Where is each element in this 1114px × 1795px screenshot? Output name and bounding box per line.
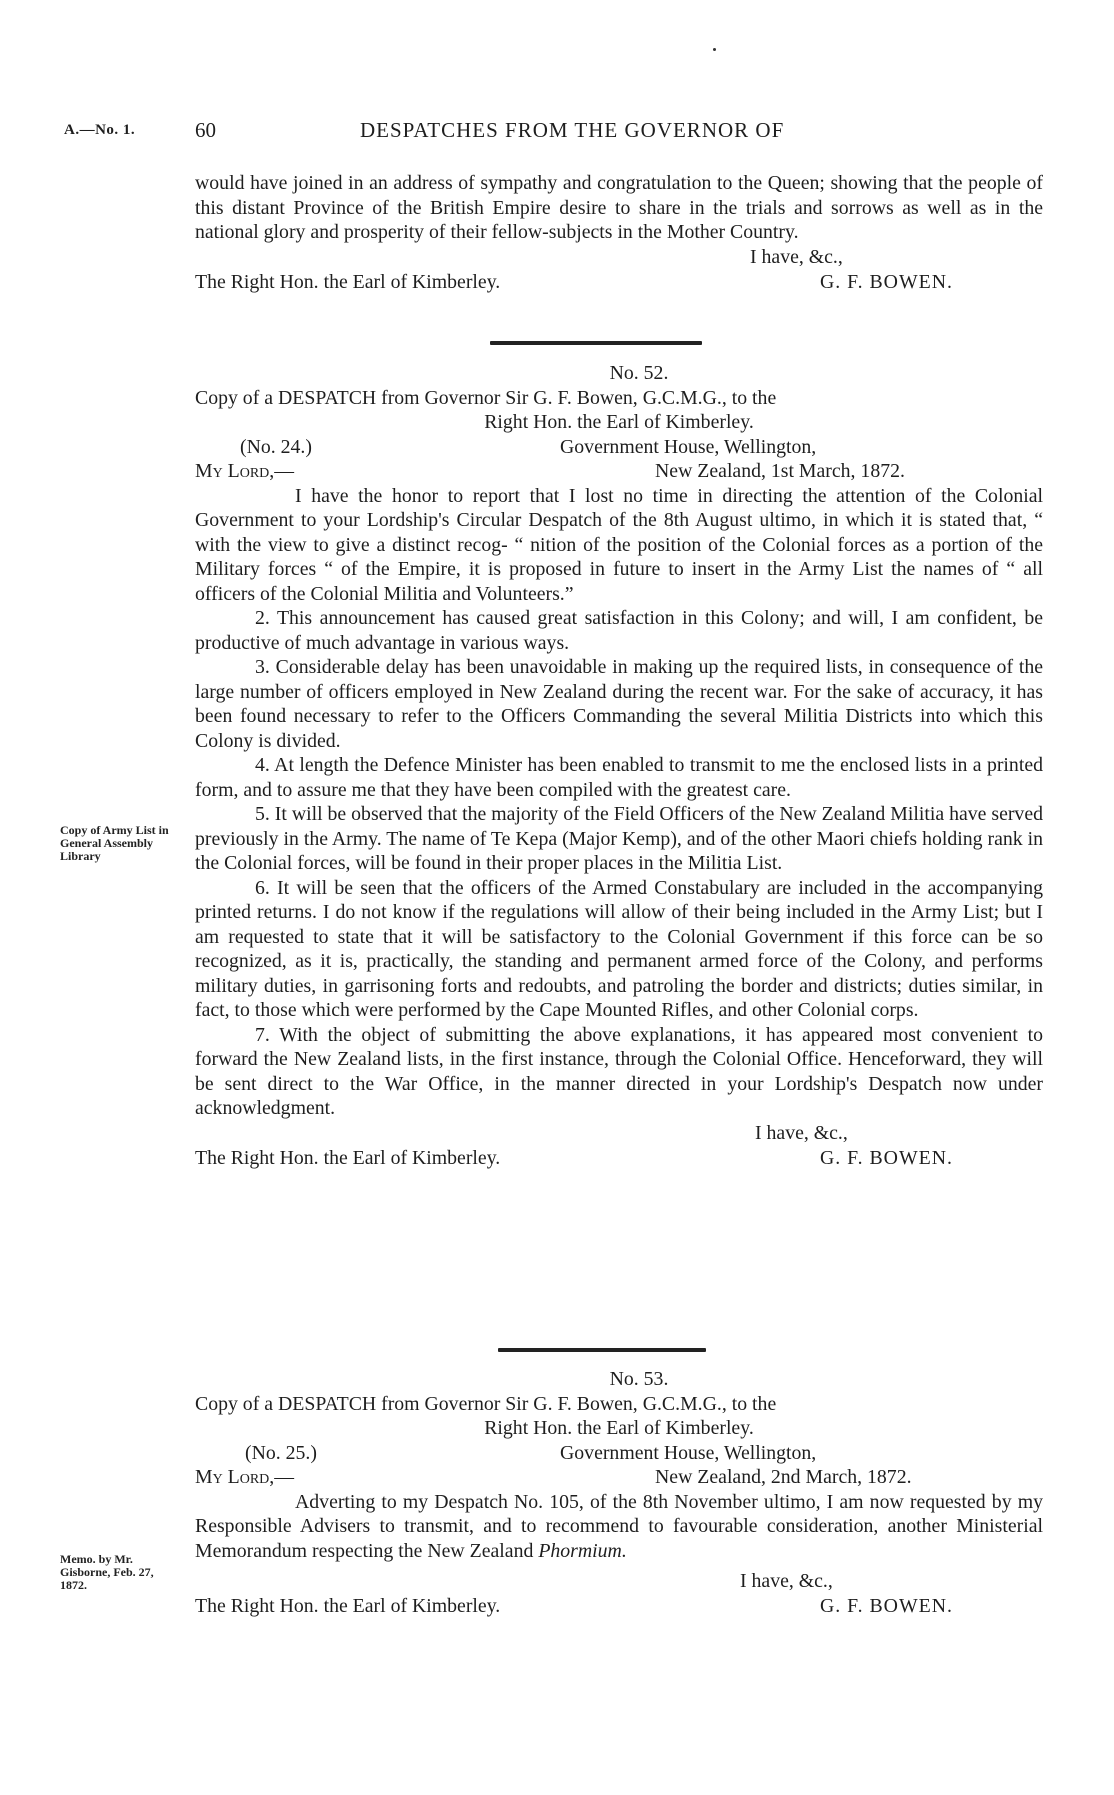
- despatch-52-address-row: [195, 435, 1043, 460]
- despatch-53-address-row: [195, 1441, 1043, 1466]
- despatch-52-date-row: [195, 459, 1043, 484]
- despatch-52-heading-2: Right Hon. the Earl of Kimberley.: [484, 411, 754, 433]
- despatch-52-addressee: The Right Hon. the Earl of Kimberley.: [195, 1146, 501, 1169]
- intro-closing: I have, &c.,: [750, 245, 843, 268]
- despatch-53-signature: G. F. BOWEN.: [820, 1595, 953, 1617]
- despatch-52: [195, 361, 1043, 1173]
- intro-signature: G. F. BOWEN.: [820, 270, 953, 293]
- despatch-52-ref: (No. 24.): [240, 435, 312, 458]
- despatch-52-salutation: My Lord,—: [195, 460, 295, 482]
- despatch-52-number: No. 52.: [609, 362, 669, 384]
- intro-paragraph: would have joined in an address of sympathy and congratulation to the Queen; showing that the people of this distant Province of the British Empire desire to share in the trials and sorrows as well as in the national glory and prosperity of their fellow-subjects in the Mother Country.: [195, 172, 1043, 243]
- page-number: 60: [195, 118, 216, 142]
- margin-note-memo: Memo. by Mr. Gisborne, Feb. 27, 1872.: [60, 1552, 154, 1592]
- despatch-53-salutation: My Lord,—: [195, 1466, 295, 1488]
- despatch-53-ref: (No. 25.): [245, 1441, 317, 1464]
- despatch-53-addressee: The Right Hon. the Earl of Kimberley.: [195, 1595, 501, 1617]
- document-reference: A.—No. 1.: [64, 122, 136, 138]
- intro-section: [195, 171, 1043, 297]
- intro-closing-line: [195, 245, 1043, 270]
- despatch-52-paragraph-4: 4. At length the Defence Minister has been enabled to transmit to me the enclosed lists in a printed form, and to assure me that they have been compiled with the greatest care.: [195, 754, 1043, 801]
- despatch-52-paragraph-7: 7. With the object of submitting the above explanations, it has appeared most convenient to forward the New Zealand lists, in the first instance, through the Colonial Office. Henceforward, they will be sent direct to the War Office, in the manner directed in your Lordship's Despatch now under acknowledgment.: [195, 1023, 1043, 1119]
- despatch-53-sign-row: [195, 1594, 1043, 1621]
- section-divider-2: [498, 1348, 706, 1352]
- despatch-53-paragraph-italic: Phormium.: [538, 1539, 627, 1562]
- despatch-52-signature: G. F. BOWEN.: [820, 1146, 953, 1169]
- despatch-52-paragraph-2: 2. This announcement has caused great satisfaction in this Colony; and will, I am confident, be productive of much advantage in various ways.: [195, 607, 1043, 654]
- section-divider-1: [490, 341, 702, 345]
- running-title: DESPATCHES FROM THE GOVERNOR OF: [360, 118, 785, 142]
- despatch-53: [195, 1367, 1043, 1621]
- intro-addressee: The Right Hon. the Earl of Kimberley.: [195, 270, 501, 293]
- despatch-53-paragraph-text: Adverting to my Despatch No. 105, of the 8th November ultimo, I am now requested by my Responsible Advisers to transmit, and to recommend to favourable consideration, another Ministerial Memorandum respecting the New Zealand: [195, 1490, 1043, 1562]
- intro-sign-row: [195, 270, 1043, 297]
- despatch-52-paragraph-3: 3. Considerable delay has been unavoidable in making up the required lists, in consequence of the large number of officers employed in New Zealand during the recent war. For the sake of accuracy, it has been found necessary to refer to the Officers Commanding the several Militia Districts into which this Colony is divided.: [195, 656, 1043, 752]
- despatch-52-date: New Zealand, 1st March, 1872.: [655, 460, 905, 482]
- despatch-53-number: No. 53.: [609, 1368, 669, 1390]
- despatch-53-date: New Zealand, 2nd March, 1872.: [655, 1466, 912, 1488]
- despatch-53-date-row: [195, 1465, 1043, 1490]
- speck: [713, 48, 716, 51]
- page-header: [0, 118, 1114, 148]
- despatch-53-heading-1: Copy of a DESPATCH from Governor Sir G. F. Bowen, G.C.M.G., to the: [195, 1392, 777, 1415]
- despatch-52-paragraph-5: 5. It will be observed that the majority of the Field Officers of the New Zealand Militia have served previously in the Army. The name of Te Kepa (Major Kemp), and of the other Maori chiefs holding rank in the Colonial forces, will be found in their proper places in the Militia List.: [195, 803, 1043, 874]
- despatch-53-address: Government House, Wellington,: [560, 1441, 817, 1464]
- despatch-52-sign-row: [195, 1146, 1043, 1173]
- despatch-52-heading-1: Copy of a DESPATCH from Governor Sir G. F. Bowen, G.C.M.G., to the: [195, 386, 777, 409]
- margin-note-army-list: Copy of Army List in General Assembly Library: [60, 823, 169, 863]
- despatch-53-closing: I have, &c.,: [740, 1570, 833, 1592]
- despatch-52-paragraph-6: 6. It will be seen that the officers of the Armed Constabulary are included in the accompanying printed returns. I do not know if the regulations will allow of their being included in the Army List; but I am requested to state that it will be satisfactory to the Colonial Government if this force can be so recognized, as it is, practically, the standing and permanent armed force of the Colony, and performs military duties, in garrisoning forts and redoubts, and patroling the border and districts; duties similar, in fact, to those which were performed by the Cape Mounted Rifles, and other Colonial corps.: [195, 876, 1043, 1021]
- despatch-52-paragraph-1: I have the honor to report that I lost no time in directing the attention of the Colonial Government to your Lordship's Circular Despatch of the 8th August ultimo, in which it is stated that, “ with the view to give a distinct recog- “ nition of the position of the Colonial forces as a portion of the Military forces “ of the Empire, it is proposed in future to insert in the Army List the names of “ all officers of the Colonial Militia and Volunteers.”: [195, 484, 1043, 605]
- despatch-53-paragraph: [195, 1490, 1043, 1564]
- despatch-52-closing-line: [195, 1121, 1043, 1146]
- despatch-52-address: Government House, Wellington,: [560, 435, 817, 458]
- despatch-53-closing-line: [195, 1569, 1043, 1594]
- despatch-53-heading-2: Right Hon. the Earl of Kimberley.: [484, 1417, 754, 1439]
- despatch-52-closing: I have, &c.,: [755, 1121, 848, 1144]
